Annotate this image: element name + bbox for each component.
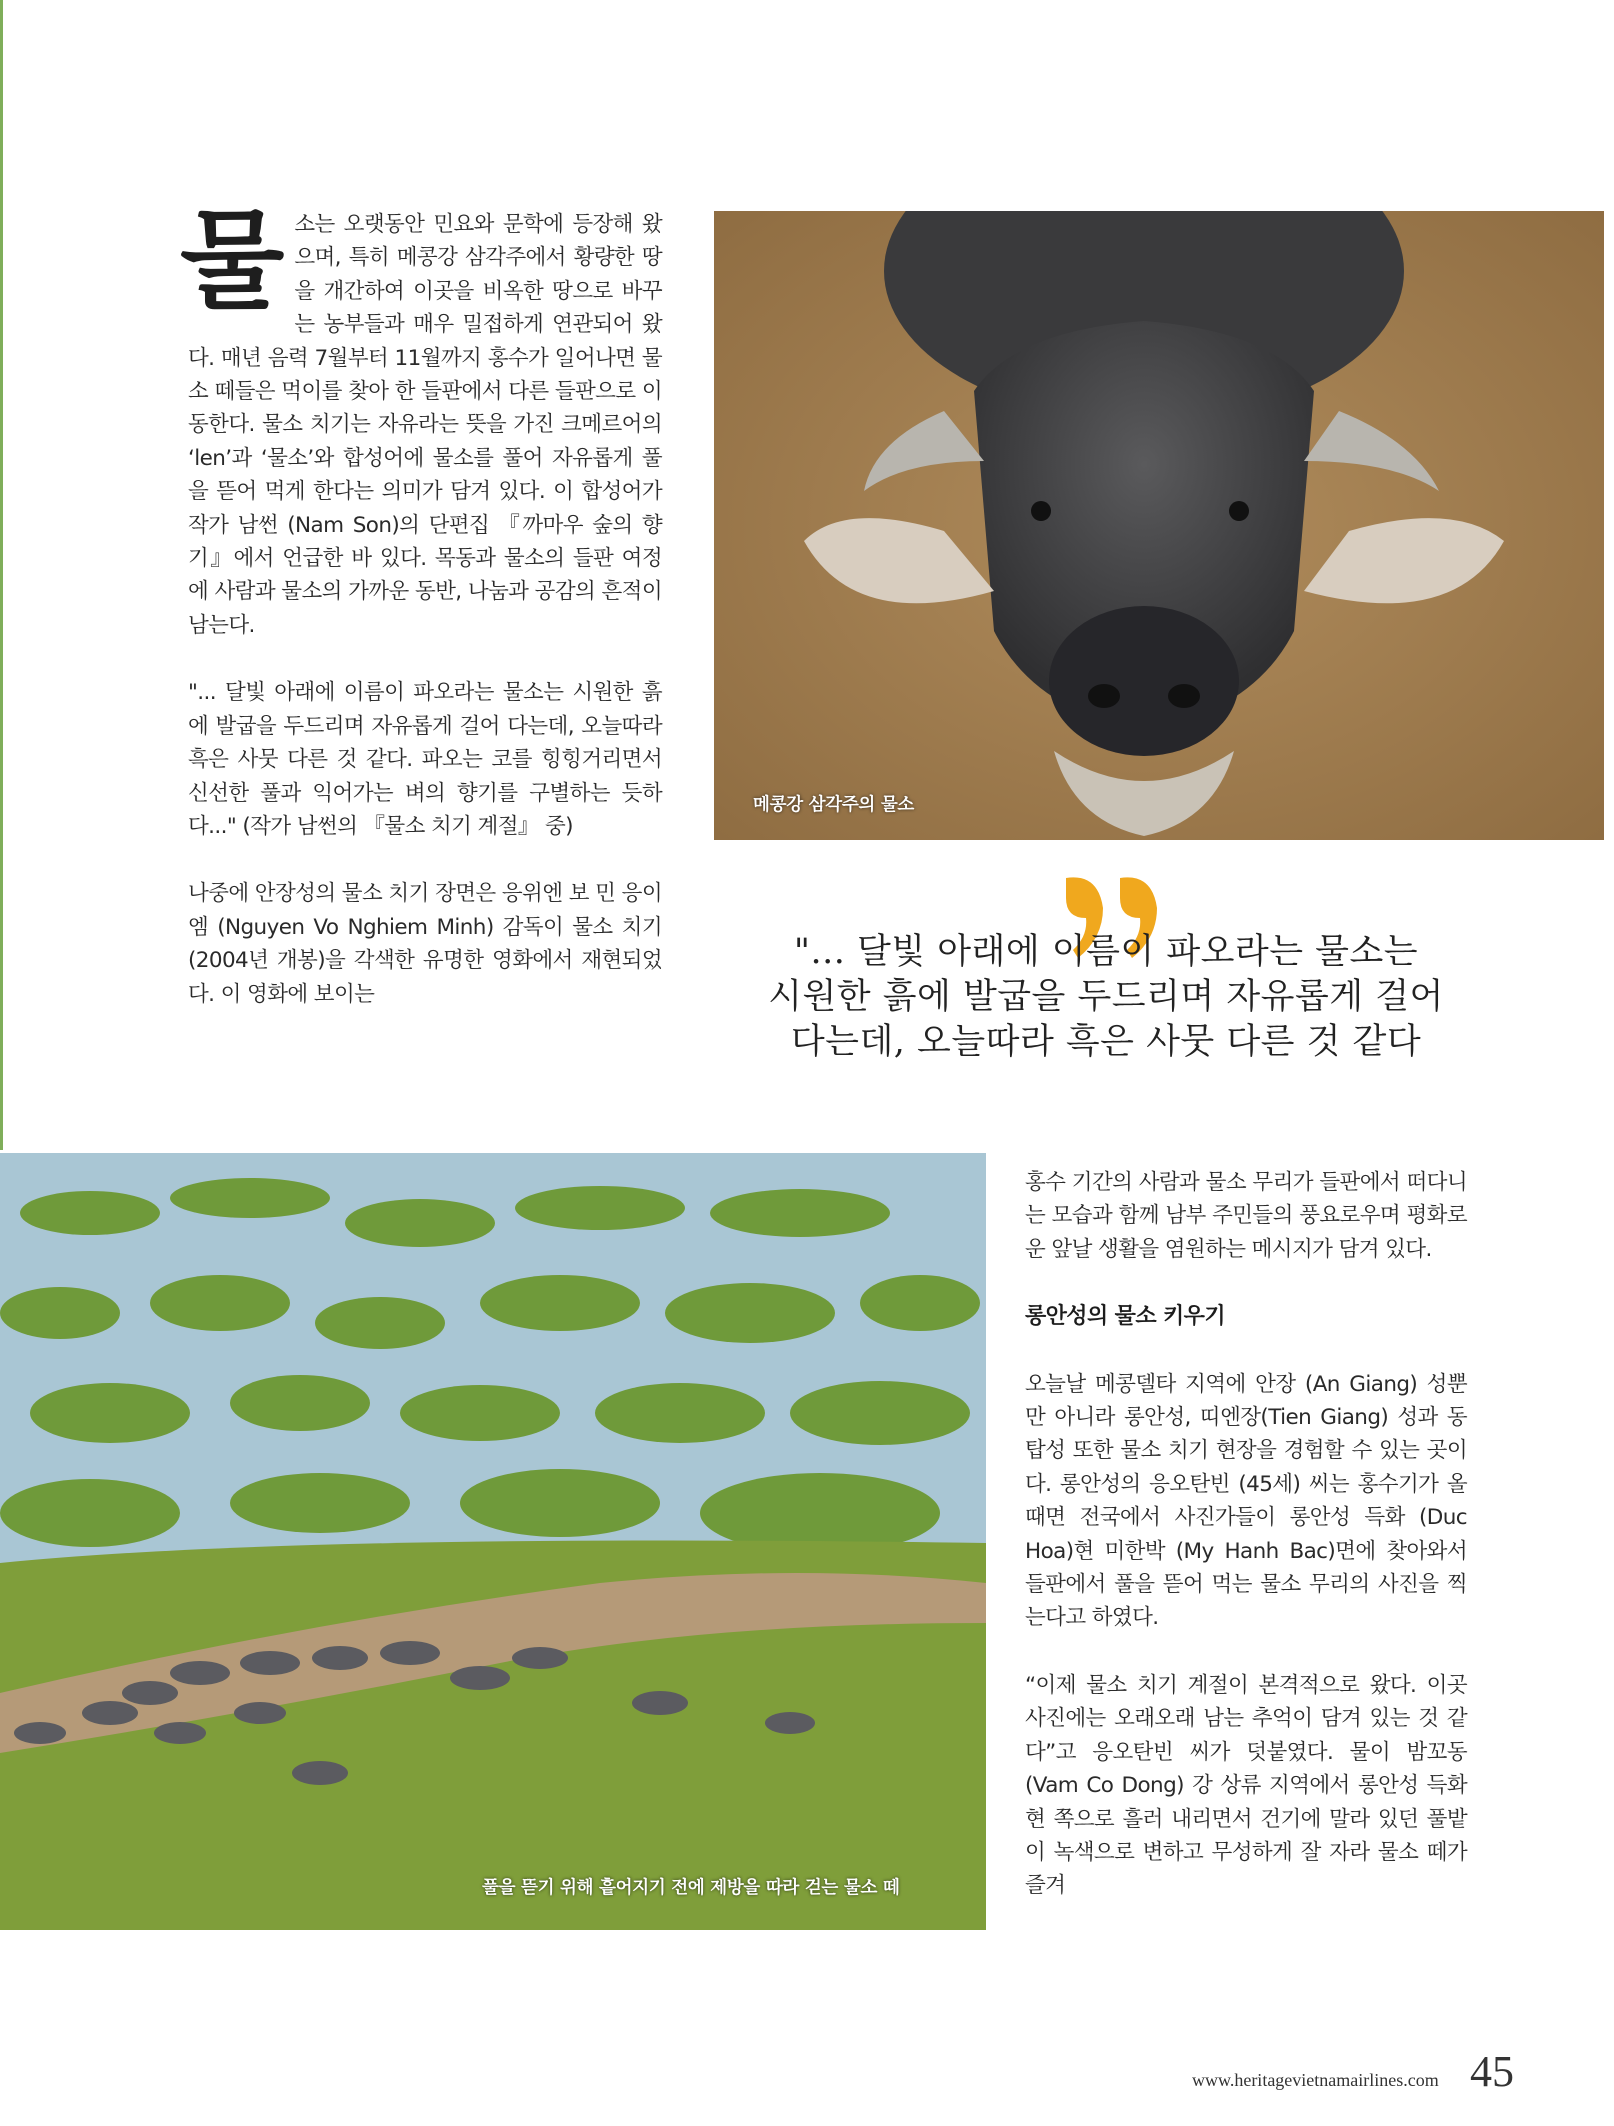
pull-quote <box>745 930 1467 1065</box>
field-photo-caption: 풀을 뜯기 위해 흩어지기 전에 제방을 따라 걷는 물소 떼 <box>482 1878 900 1898</box>
pull-quote-line: "... 달빛 아래에 이름이 파오라는 물소는 <box>793 932 1419 972</box>
quote-paragraph: "... 달빛 아래에 이름이 파오라는 물소는 시원한 흙에 발굽을 두드리며 자유롭게 걸어 다는데, 오늘따라 흑은 사뭇 다른 것 같다. 파오는 코를 힝힝거리면서 신선한 풀과 익어가는 벼의 향기를 구별하는 듯하다..." (작가 남썬의 『물소 치기 계절』 중) <box>188 680 662 839</box>
article-column-right <box>1025 1166 1467 1937</box>
aerial-field-photo <box>0 1153 986 1930</box>
flood-paragraph: 홍수 기간의 사람과 물소 무리가 들판에서 떠다니는 모습과 함께 남부 주민들의 풍요로우며 평화로운 앞날 생활을 염원하는 메시지가 담겨 있다. <box>1025 1170 1467 1262</box>
section-subhead: 롱안성의 물소 키우기 <box>1025 1304 1225 1330</box>
footer-website: www.heritagevietnamairlines.com <box>1192 2070 1439 2090</box>
pull-quote-line: 시원한 흙에 발굽을 두드리며 자유롭게 걸어 <box>768 977 1444 1017</box>
buffalo-photo <box>714 211 1604 840</box>
intro-paragraph <box>180 199 662 642</box>
film-paragraph: 나중에 안장성의 물소 치기 장면은 응위엔 보 민 응이엠 (Nguyen Vo Nghiem Minh) 감독이 물소 치기 (2004년 개봉)을 각색한 유명한 영화에서 재현되었다. 이 영화에 보이는 <box>188 881 662 1007</box>
longan-paragraph: 오늘날 메콩델타 지역에 안장 (An Giang) 성뿐만 아니라 롱안성, 띠엔장(Tien Giang) 성과 동탑성 또한 물소 치기 현장을 경험할 수 있는 곳이다. 롱안성의 응오탄빈 (45세) 씨는 홍수기가 올 때면 전국에서 사진가들이 롱안성 득화 (Duc Hoa)현 미한박 (My Hanh Bac)면에 찾아와서 들판에서 풀을 뜯어 먹는 물소 무리의 사진을 찍는다고 하였다. <box>1025 1371 1467 1631</box>
article-column-left <box>180 199 662 1045</box>
page-edge-line <box>0 0 3 1150</box>
pull-quote-line: 다는데, 오늘따라 흑은 사뭇 다른 것 같다 <box>790 1022 1422 1062</box>
drop-cap: 물 <box>180 199 285 324</box>
interview-paragraph: “이제 물소 치기 계절이 본격적으로 왔다. 이곳 사진에는 오래오래 남는 추억이 담겨 있는 것 같다”고 응오탄빈 씨가 덧붙였다. 물이 밤꼬동 (Vam Co Dong) 강 상류 지역에서 롱안성 득화현 쪽으로 흘러 내리면서 건기에 말라 있던 풀밭이 녹색으로 변하고 무성하게 잘 자라 물소 떼가 즐겨 <box>1025 1672 1467 1899</box>
page-number: 45 <box>1470 2047 1514 2096</box>
buffalo-photo-caption: 메콩강 삼각주의 물소 <box>753 795 915 815</box>
intro-text: 소는 오랫동안 민요와 문학에 등장해 왔으며, 특히 메콩강 삼각주에서 황량한 땅을 개간하여 이곳을 비옥한 땅으로 바꾸는 농부들과 매우 밀접하게 연관되어 왔다. 매년 음력 7월부터 11월까지 홍수가 일어나면 물소 떼들은 먹이를 찾아 한 들판에서 다른 들판으로 이동한다. 물소 치기는 자유라는 뜻을 가진 크메르어의 ‘len’과 ‘물소’와 합성어에 물소를 풀어 자유롭게 풀을 뜯어 먹게 한다는 의미가 담겨 있다. 이 합성어가 작가 남썬 (Nam Son)의 단편집 『까마우 숲의 향기』에서 언급한 바 있다. 목동과 물소의 들판 여정에 사람과 물소의 가까운 동반, 나눔과 공감의 흔적이 남는다. <box>188 212 662 638</box>
